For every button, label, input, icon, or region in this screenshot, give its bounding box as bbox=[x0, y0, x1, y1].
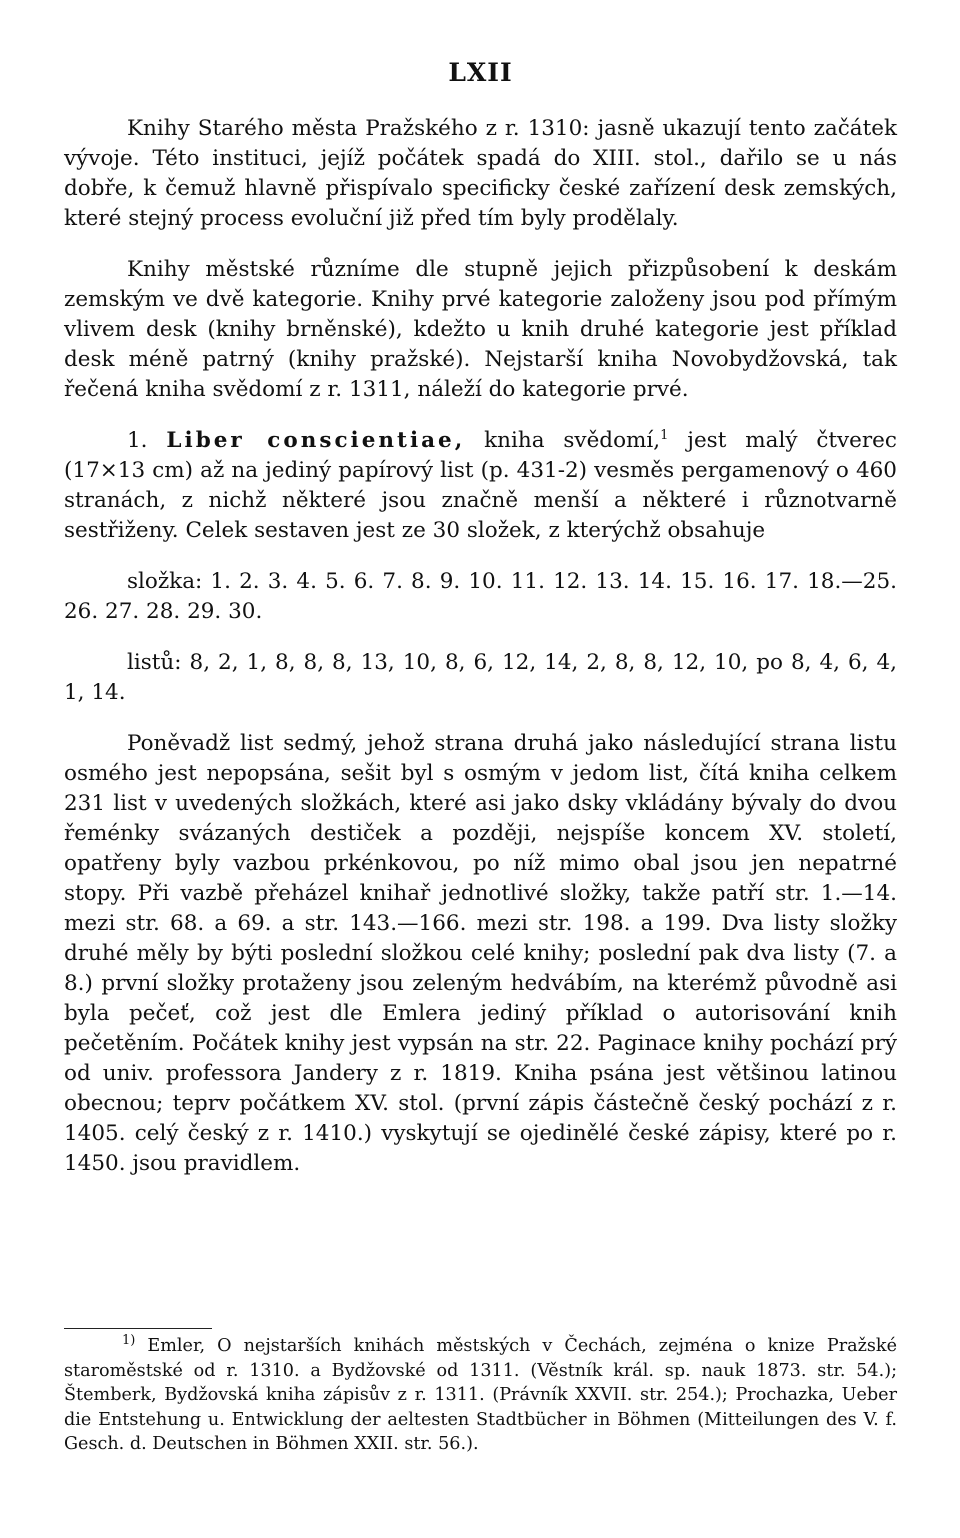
paragraph bbox=[64, 729, 897, 1179]
document-page bbox=[64, 0, 897, 1538]
paragraph-text: Knihy Starého města Pražského z r. 1310: jasně ukazují tento začátek vývoje. Této instituci, jejíž počátek spadá do XIII. stol., dařilo se u nás dobře, k čemuž hlavně přispívalo specificky české zařízení desk zemských, které stejný process evoluční již před tím byly prodělaly. bbox=[64, 116, 897, 231]
paragraph bbox=[64, 255, 897, 405]
footnotes bbox=[64, 1334, 897, 1457]
paragraph-text: kniha svědomí, bbox=[484, 428, 661, 453]
footnote-marker: 1 bbox=[660, 427, 669, 443]
book-title: Liber conscientiae, bbox=[166, 428, 466, 453]
paragraph-text: Poněvadž list sedmý, jehož strana druhá jako následující strana listu osmého jest nepopsána, sešit byl s osmým v jedom list, čítá kniha celkem 231 list v uvedených složkách, které asi jako dsky vkládány bývaly do dvou řeménky svázaných destiček a později, nejspíše koncem XV. století, opatřeny byly vazbou prkénkovou, po níž mimo obal jsou jen nepatrné stopy. Při vazbě přeházel knihař jednotlivé složky, takže patří str. 1.—14. mezi str. 68. a 69. a str. 143.—166. mezi str. 198. a 199. Dva listy složky druhé měly by býti poslední složkou celé knihy; poslední pak dva listy (7. a 8.) první složky protaženy jsou zeleným hedvábím, na kterémž původně asi byla pečeť, což jest dle Emlera jediný příklad o autorisování knih pečetěním. Počátek knihy jest vypsán na str. 22. Paginace knihy pochází prý od univ. professora Jandery z r. 1819. Kniha psána jest většinou latinou obecnou; teprv počátkem XV. stol. (první zápis částečně český pochází z r. 1405. celý český z r. 1410.) vyskytují se ojedinělé české zápisy, které po r. 1450. jsou pravidlem. bbox=[64, 731, 897, 1176]
paragraph-text: jest malý čtverec (17×13 cm) až na jediný papírový list (p. 431-2) vesměs pergamenový o 460 stranách, z nichž některé jsou značně menší a některé i různotvarně sestřiženy. Celek sestaven jest ze 30 složek, z kterýchž obsahuje bbox=[64, 428, 897, 543]
paragraph bbox=[64, 426, 897, 546]
footnote-mark: 1) bbox=[122, 1333, 136, 1349]
list-number: 1. bbox=[127, 428, 148, 453]
footnote-divider bbox=[64, 1328, 212, 1329]
footnote bbox=[64, 1334, 897, 1457]
main-text bbox=[64, 114, 897, 1179]
leaf-count-list: listů: 8, 2, 1, 8, 8, 8, 13, 10, 8, 6, 12, 14, 2, 8, 8, 12, 10, po 8, 4, 6, 4, 1, 14. bbox=[64, 650, 897, 705]
paragraph bbox=[64, 114, 897, 234]
paragraph bbox=[64, 567, 897, 627]
gathering-list: složka: 1. 2. 3. 4. 5. 6. 7. 8. 9. 10. 11. 12. 13. 14. 15. 16. 17. 18.—25. 26. 27. 28. 29. 30. bbox=[64, 569, 897, 624]
paragraph-text: Knihy městské různíme dle stupně jejich přizpůsobení k deskám zemským ve dvě kategorie. Knihy prvé kategorie založeny jsou pod přímým vlivem desk (knihy brněnské), kdežto u knih druhé kategorie jest příklad desk méně patrný (knihy pražské). Nejstarší kniha Novobydžovská, tak řečená kniha svědomí z r. 1311, náleží do kategorie prvé. bbox=[64, 257, 897, 402]
footnote-text: Emler, O nejstarších knihách městských v Čechách, zejména o knize Pražské staroměstské od r. 1310. a Bydžovské od 1311. (Věstník král. sp. nauk 1873. str. 54.); Štemberk, Bydžovská kniha zápisův z r. 1311. (Právník XXVII. str. 254.); Prochazka, Ueber die Entstehung u. Entwicklung der aeltesten Stadtbücher in Böhmen (Mitteilungen des V. f. Gesch. d. Deutschen in Böhmen XXII. str. 56.). bbox=[64, 1336, 897, 1454]
paragraph bbox=[64, 648, 897, 708]
page-number: LXII bbox=[448, 58, 513, 87]
